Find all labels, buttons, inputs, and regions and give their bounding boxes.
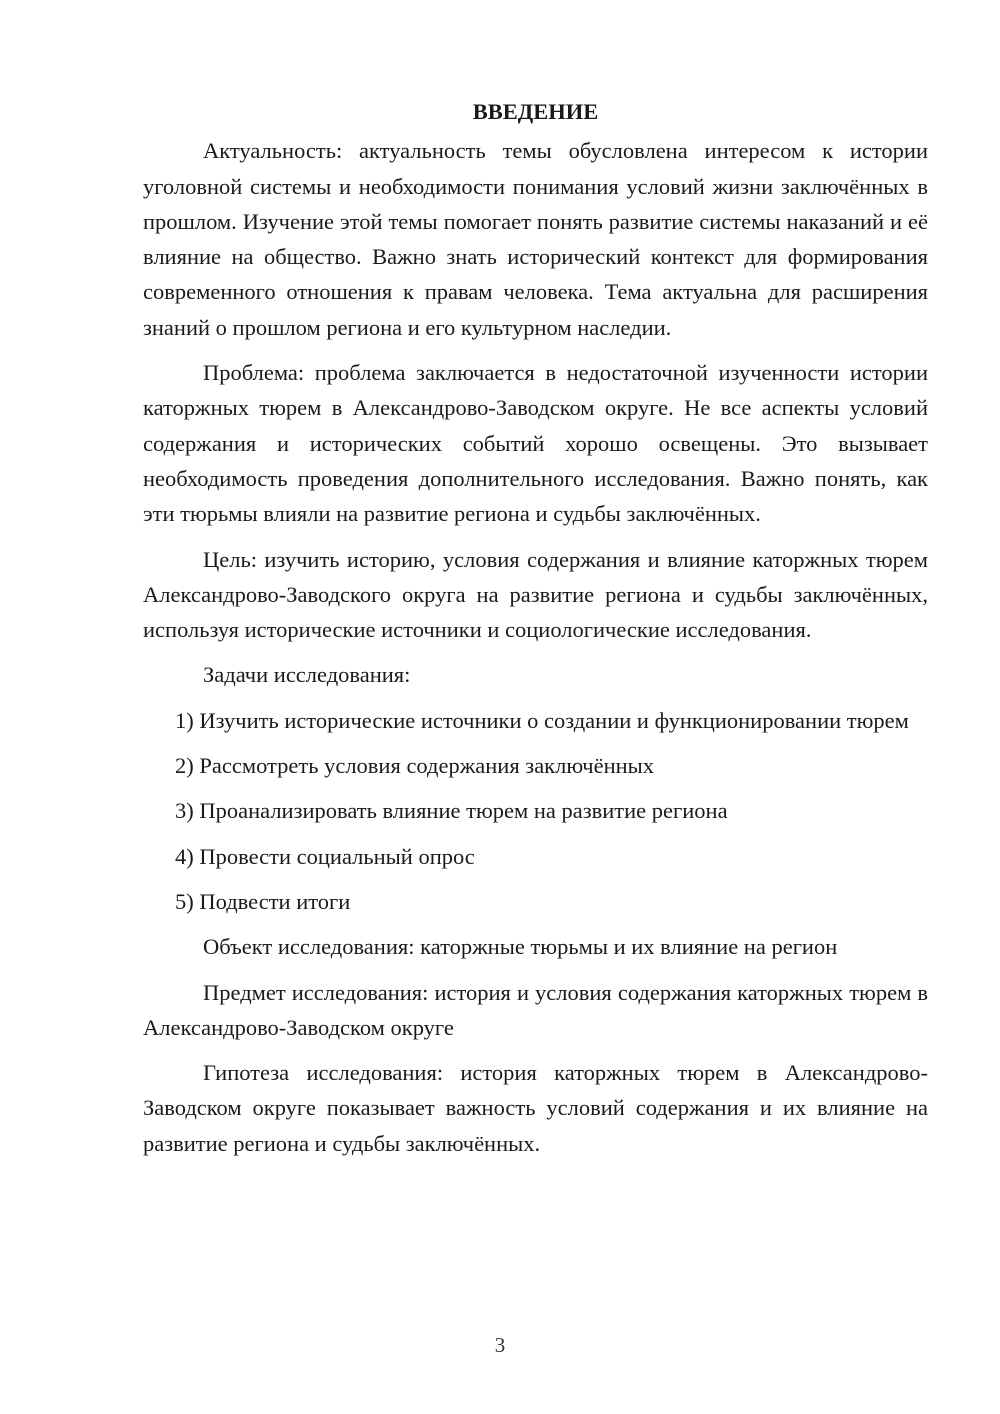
relevance-paragraph: Актуальность: актуальность темы обусловлена интересом к истории уголовной системы и необходимости понимания условий жизни заключённых в прошлом. Изучение этой темы помогает понять развитие системы наказаний и её влияние на общество. Важно знать исторический контекст для формирования современного отношения к правам человека. Тема актуальна для расширения знаний о прошлом региона и его культурном наследии. — [143, 138, 928, 340]
hypothesis-paragraph: Гипотеза исследования: история каторжных тюрем в Александрово-Заводском округе показывает важность условий содержания и их влияние на развитие региона и судьбы заключённых. — [143, 1060, 928, 1156]
task-item-3: 3) Проанализировать влияние тюрем на развитие региона — [175, 798, 728, 824]
goal-paragraph: Цель: изучить историю, условия содержания и влияние каторжных тюрем Александрово-Заводского округа на развитие региона и судьбы заключённых, используя исторические источники и социологические исследования. — [143, 546, 928, 643]
tasks-title: Задачи исследования: — [203, 662, 411, 688]
problem-paragraph: Проблема: проблема заключается в недостаточной изученности истории каторжных тюрем в Александрово-Заводском округе. Не все аспекты условий содержания и исторических событий хорошо освещены. Это вызывает необходимость проведения дополнительного исследования. Важно понять, как эти тюрьмы влияли на развитие региона и судьбы заключённых. — [143, 360, 928, 527]
document-page — [143, 94, 928, 1171]
task-item-1: 1) Изучить исторические источники о создании и функционировании тюрем — [175, 707, 909, 733]
task-item-5: 5) Подвести итоги — [175, 888, 351, 914]
section-heading: ВВЕДЕНИЕ — [472, 99, 599, 124]
task-item-2: 2) Рассмотреть условия содержания заключённых — [175, 753, 655, 779]
page-number: 3 — [494, 1333, 506, 1357]
object-paragraph: Объект исследования: каторжные тюрьмы и их влияние на регион — [203, 934, 838, 960]
subject-paragraph: Предмет исследования: история и условия содержания каторжных тюрем в Александрово-Заводском округе — [143, 979, 928, 1040]
task-item-4: 4) Провести социальный опрос — [175, 843, 475, 869]
